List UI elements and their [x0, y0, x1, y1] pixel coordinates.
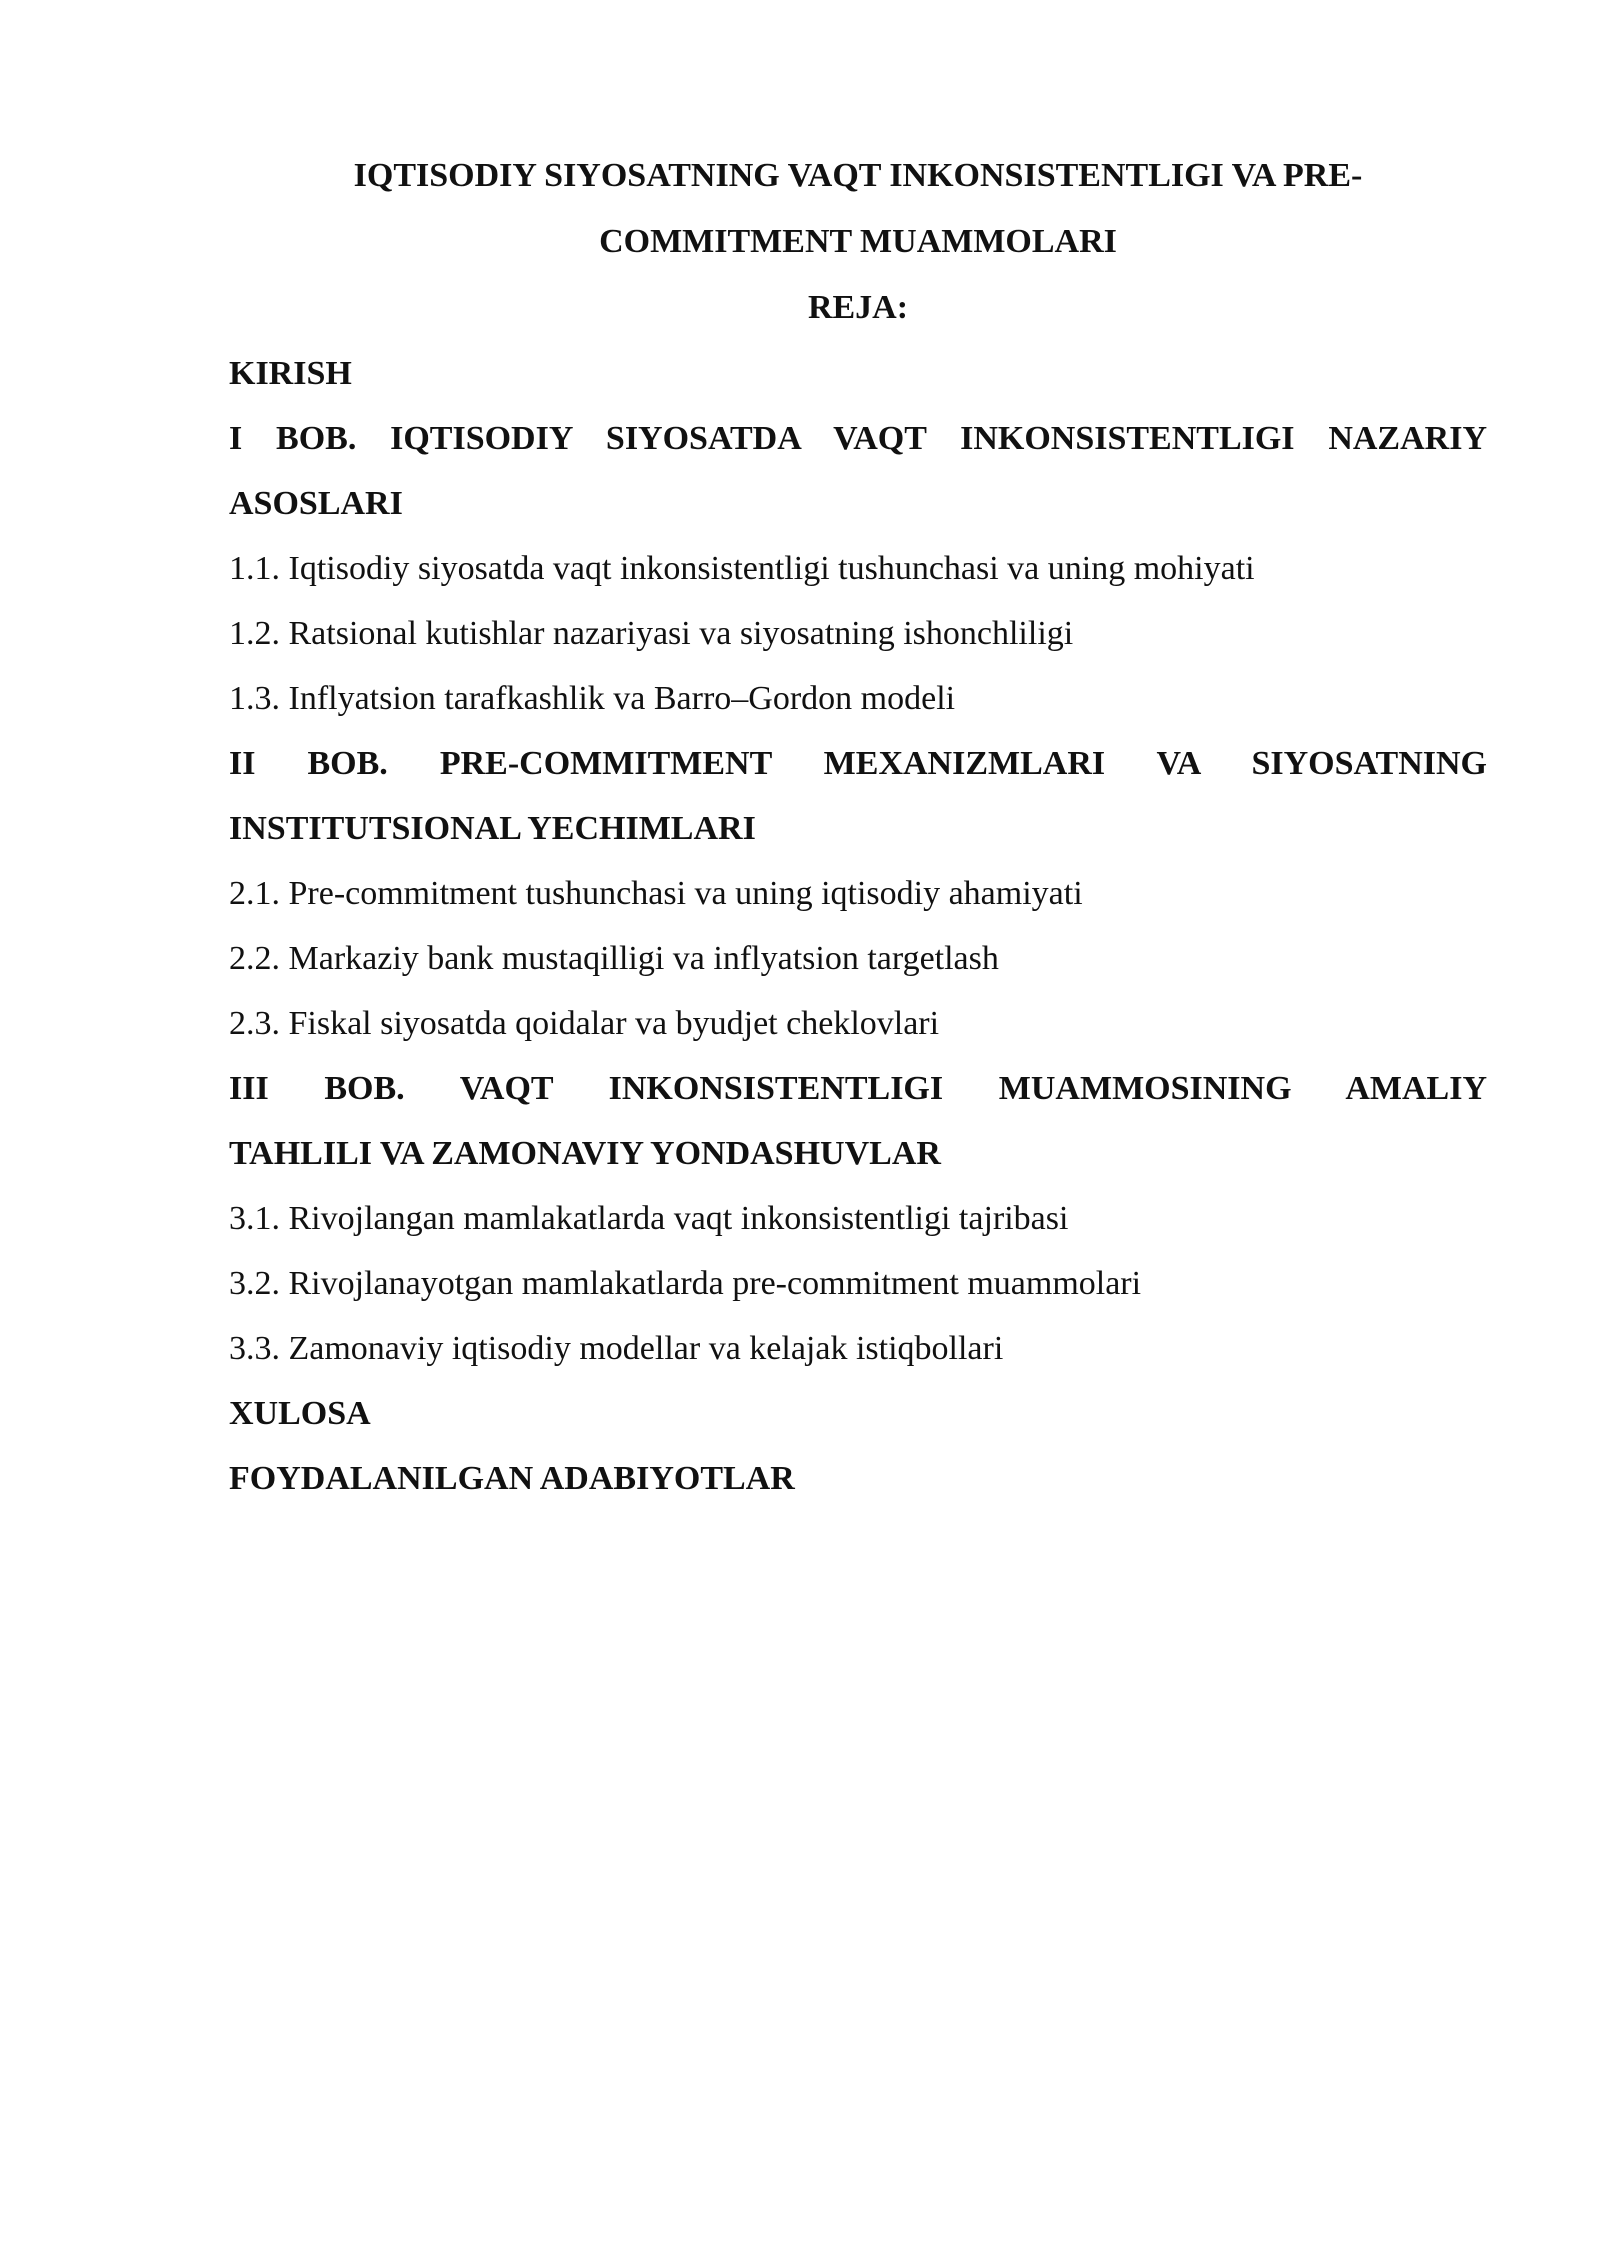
chapter-1-heading: [229, 406, 1487, 536]
plan-heading: REJA:: [807, 289, 909, 326]
references-heading: FOYDALANILGAN ADABIYOTLAR: [229, 1460, 795, 1497]
intro-heading: KIRISH: [229, 355, 352, 392]
document-content: [229, 143, 1487, 1511]
section-1-1: 1.1. Iqtisodiy siyosatda vaqt inkonsistentligi tushunchasi va uning mohiyati: [229, 550, 1255, 587]
chapter-1-heading-line-1: I BOB. IQTISODIY SIYOSATDA VAQT INKONSISTENTLIGI NAZARIY: [229, 420, 1487, 457]
chapter-2-heading-line-1: II BOB. PRE-COMMITMENT MEXANIZMLARI VA SIYOSATNING: [229, 745, 1487, 782]
chapter-3-heading: [229, 1056, 1487, 1186]
section-1-3: 1.3. Inflyatsion tarafkashlik va Barro–Gordon modeli: [229, 680, 956, 717]
chapter-2-heading: [229, 731, 1487, 861]
document-title-line-2: COMMITMENT MUAMMOLARI: [599, 223, 1117, 260]
document-title-line-1: IQTISODIY SIYOSATNING VAQT INKONSISTENTLIGI VA PRE-: [353, 157, 1363, 194]
section-2-3: 2.3. Fiskal siyosatda qoidalar va byudjet cheklovlari: [229, 1005, 940, 1042]
section-2-2: 2.2. Markaziy bank mustaqilligi va inflyatsion targetlash: [229, 940, 999, 977]
chapter-3-heading-line-1: III BOB. VAQT INKONSISTENTLIGI MUAMMOSINING AMALIY: [229, 1070, 1487, 1107]
section-3-2: 3.2. Rivojlanayotgan mamlakatlarda pre-commitment muammolari: [229, 1265, 1142, 1302]
chapter-1-heading-line-2: ASOSLARI: [229, 485, 403, 522]
section-1-2: 1.2. Ratsional kutishlar nazariyasi va siyosatning ishonchliligi: [229, 615, 1074, 652]
section-3-3: 3.3. Zamonaviy iqtisodiy modellar va kelajak istiqbollari: [229, 1330, 1004, 1367]
conclusion-heading: XULOSA: [229, 1395, 371, 1432]
section-3-1: 3.1. Rivojlangan mamlakatlarda vaqt inkonsistentligi tajribasi: [229, 1200, 1069, 1237]
section-2-1: 2.1. Pre-commitment tushunchasi va uning iqtisodiy ahamiyati: [229, 875, 1083, 912]
chapter-3-heading-line-2: TAHLILI VA ZAMONAVIY YONDASHUVLAR: [229, 1135, 941, 1172]
chapter-2-heading-line-2: INSTITUTSIONAL YECHIMLARI: [229, 810, 756, 847]
